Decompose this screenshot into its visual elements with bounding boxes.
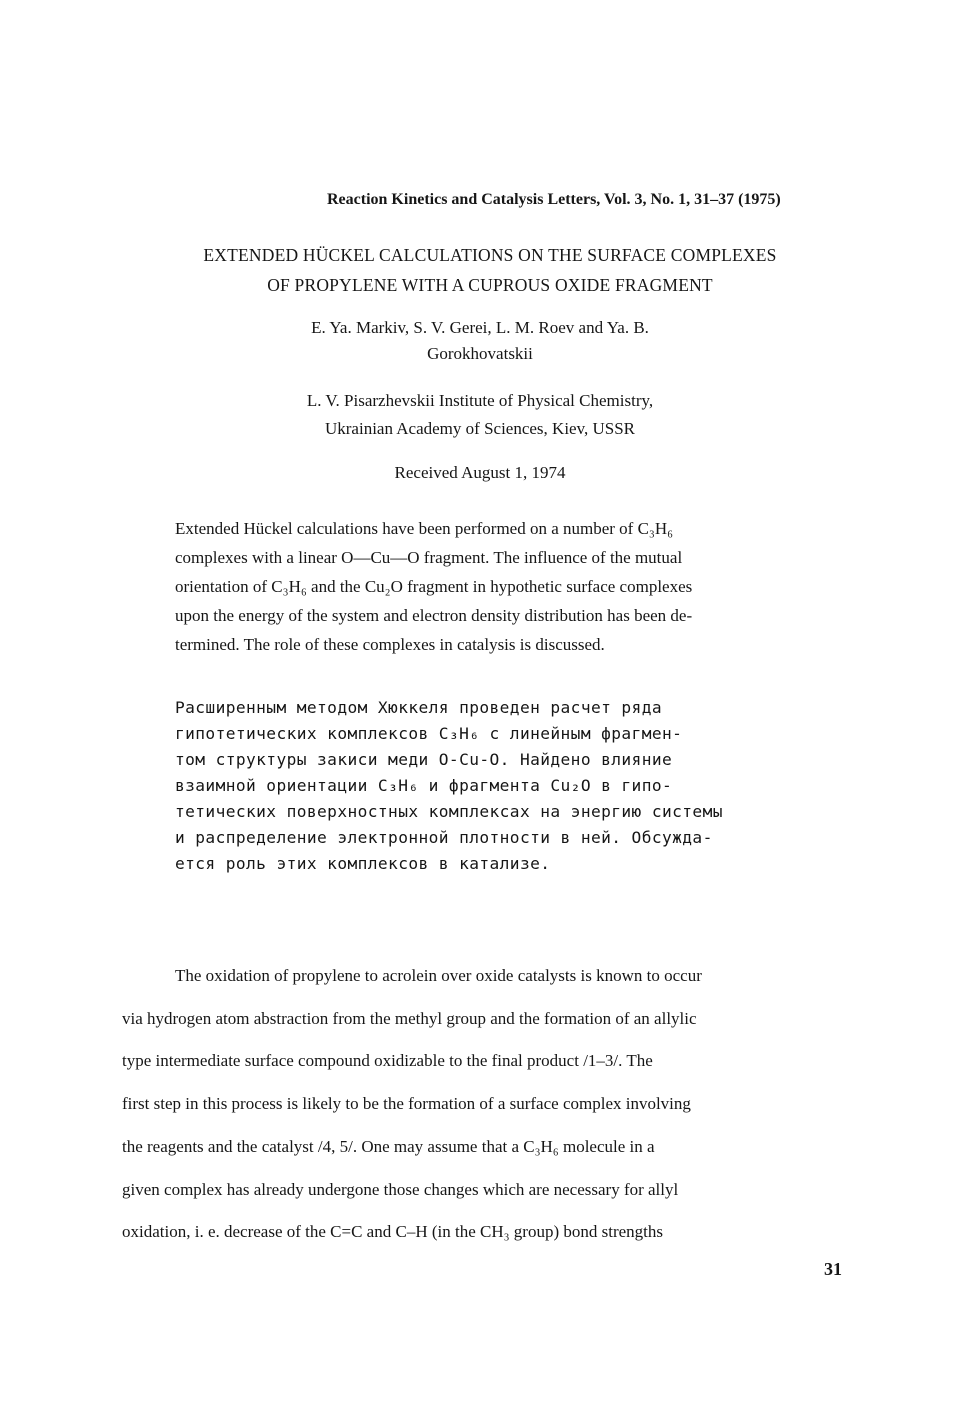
abstract-ru-line: том структуры закиси меди O-Cu-O. Найдено влияние xyxy=(175,750,673,769)
title-line: OF PROPYLENE WITH A CUPROUS OXIDE FRAGMENT xyxy=(267,275,713,295)
received-date-text: Received August 1, 1974 xyxy=(394,463,566,482)
body-line: oxidation, i. e. decrease of the C=C and C–H (in the CH₃ group) bond strengths xyxy=(122,1222,663,1242)
page-number-text: 31 xyxy=(824,1259,842,1279)
body-line: type intermediate surface compound oxidizable to the final product /1–3/. The xyxy=(122,1051,653,1071)
body-line: via hydrogen atom abstraction from the methyl group and the formation of an allylic xyxy=(122,1008,697,1028)
body-line: given complex has already undergone those changes which are necessary for allyl xyxy=(122,1179,679,1199)
body-line: the reagents and the catalyst /4, 5/. One may assume that a C₃H₆ molecule in a xyxy=(122,1136,655,1156)
affiliation-line: Ukrainian Academy of Sciences, Kiev, USSR xyxy=(324,419,636,438)
journal-citation-text: Reaction Kinetics and Catalysis Letters, Vol. 3, No. 1, 31–37 (1975) xyxy=(327,191,781,208)
affiliation xyxy=(230,387,730,443)
abstract-ru-line: взаимной ориентации C₃H₆ и фрагмента Cu₂O в гипо- xyxy=(175,776,673,795)
abstract-ru-line: тетических поверхностных комплексах на энергию системы xyxy=(175,802,723,821)
journal-citation xyxy=(327,190,847,210)
abstract-en-line: Extended Hückel calculations have been performed on a number of C₃H₆ xyxy=(175,519,674,538)
received-date xyxy=(230,460,730,486)
affiliation-line: L. V. Pisarzhevskii Institute of Physical Chemistry, xyxy=(306,391,654,410)
paper-title xyxy=(150,240,830,300)
abstract-en-line: complexes with a linear O—Cu—O fragment. The influence of the mutual xyxy=(175,548,683,567)
abstract-ru-line: Расширенным методом Хюккеля проведен расчет ряда xyxy=(175,698,662,717)
title-line: EXTENDED HÜCKEL CALCULATIONS ON THE SURFACE COMPLEXES xyxy=(203,245,777,265)
body-paragraph xyxy=(122,955,862,1254)
abstract-russian xyxy=(175,695,845,877)
abstract-en-line: termined. The role of these complexes in catalysis is discussed. xyxy=(175,635,605,654)
abstract-en-line: upon the energy of the system and electron density distribution has been de- xyxy=(175,606,693,625)
abstract-en-line: orientation of C₃H₆ and the Cu₂O fragment in hypothetic surface complexes xyxy=(175,577,693,596)
page-number xyxy=(800,1257,842,1281)
author-line: Gorokhovatskii xyxy=(427,344,533,363)
body-line: The oxidation of propylene to acrolein over oxide catalysts is known to occur xyxy=(175,966,702,985)
author-list xyxy=(230,315,730,367)
author-line: E. Ya. Markiv, S. V. Gerei, L. M. Roev and Ya. B. xyxy=(311,318,649,337)
abstract-ru-line: и распределение электронной плотности в ней. Обсужда- xyxy=(175,828,713,847)
body-line: first step in this process is likely to be the formation of a surface complex involving xyxy=(122,1094,691,1114)
abstract-english xyxy=(175,514,845,659)
abstract-ru-line: ется роль этих комплексов в катализе. xyxy=(175,854,551,873)
abstract-ru-line: гипотетических комплексов C₃H₆ с линейным фрагмен- xyxy=(175,724,683,743)
